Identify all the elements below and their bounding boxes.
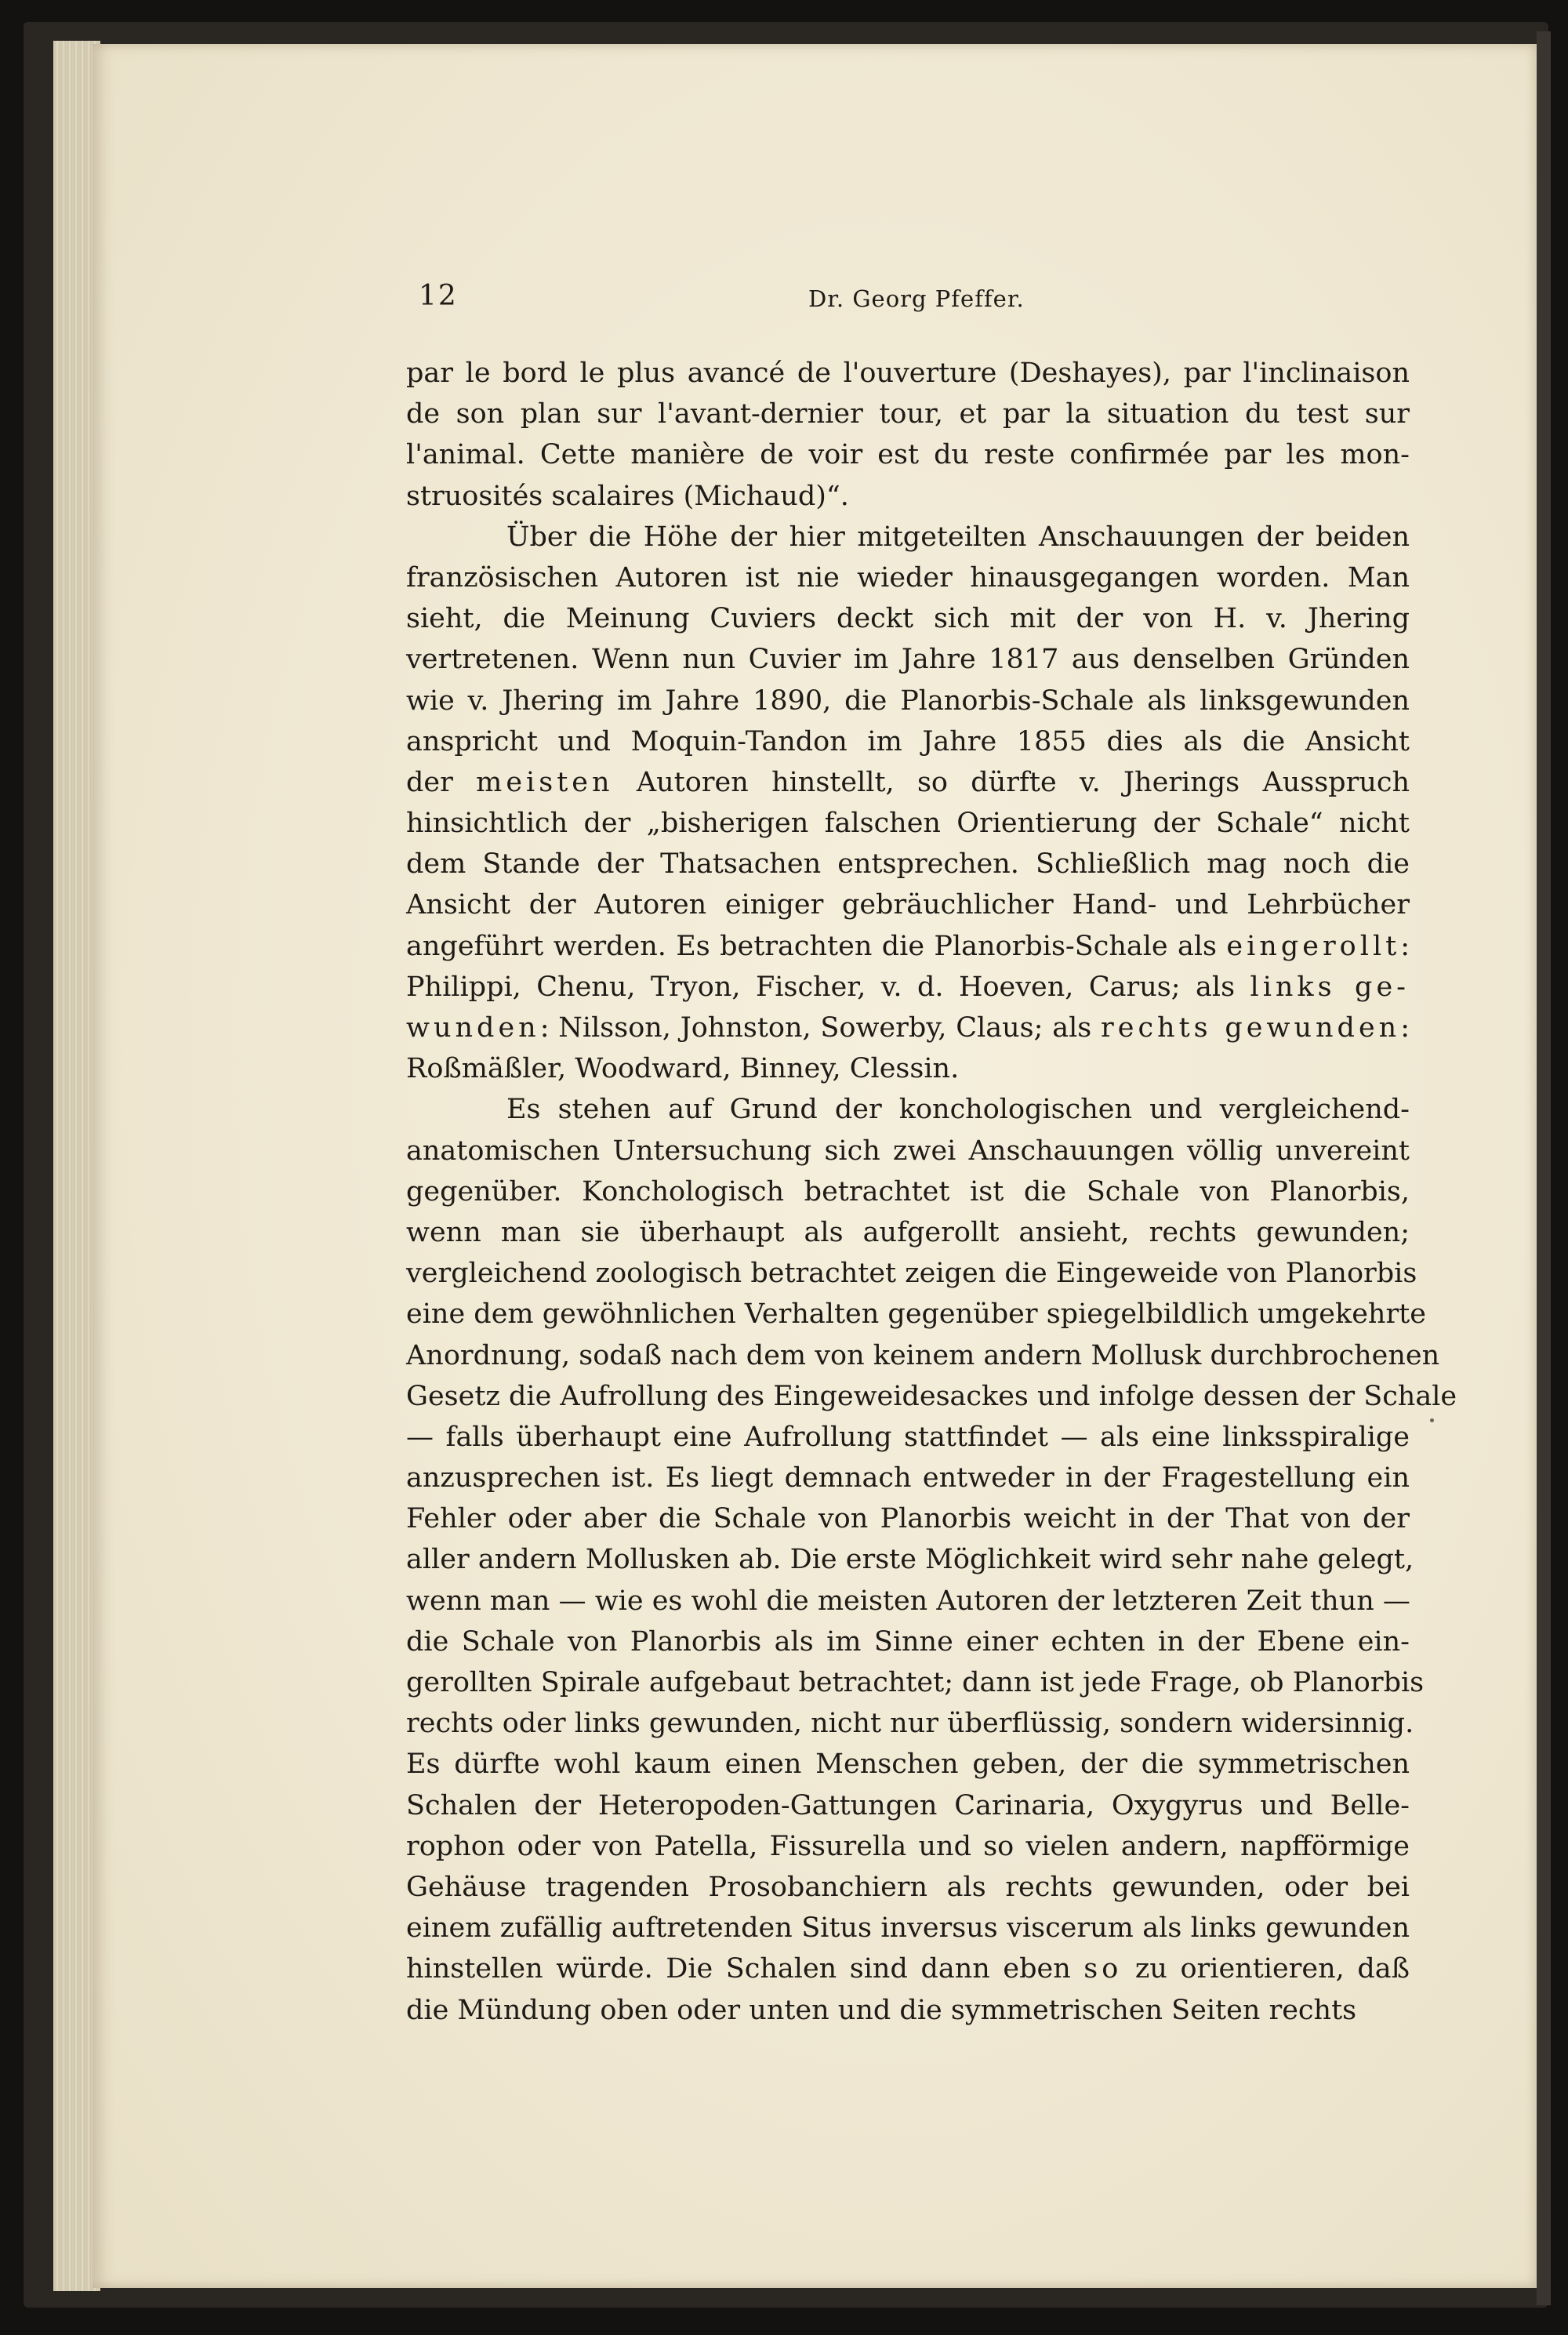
text-line: rechts oder links gewunden, nicht nur überflüssig, sondern widersinnig. <box>406 1708 1414 1740</box>
spaced-emphasis: rechts gewunden <box>1101 1012 1401 1044</box>
text-line: hinstellen würde. Die Schalen sind dann eben so zu orientieren, daß <box>406 1953 1410 1985</box>
text-line: de son plan sur l'avant-dernier tour, et par la situation du test sur <box>406 398 1410 430</box>
text-line: sieht, die Meinung Cuviers deckt sich mit der von H. v. Jhering <box>406 603 1410 635</box>
text-line: dem Stande der Thatsachen entsprechen. Schließlich mag noch die <box>406 848 1410 881</box>
text-line: angeführt werden. Es betrachten die Planorbis-Schale als eingerollt: <box>406 930 1410 962</box>
spaced-emphasis: wunden <box>406 1012 540 1044</box>
text-line: gerollten Spirale aufgebaut betrachtet; dann ist jede Frage, ob Planorbis <box>406 1667 1425 1698</box>
text-line: Fehler oder aber die Schale von Planorbis weicht in der That von der <box>406 1503 1410 1535</box>
body-text <box>406 353 1457 2031</box>
text-line: die Mündung oben oder unten und die symmetrischen Seiten rechts <box>406 1994 1357 2026</box>
text-line: aller andern Mollusken ab. Die erste Möglichkeit wird sehr nahe gelegt, <box>406 1544 1414 1576</box>
text-line: wenn man — wie es wohl die meisten Autoren der letzteren Zeit thun — <box>406 1585 1410 1617</box>
text-line: Es stehen auf Grund der konchologischen und vergleichend- <box>506 1094 1410 1126</box>
text-line: Philippi, Chenu, Tryon, Fischer, v. d. Hoeven, Carus; als links ge- <box>406 971 1410 1003</box>
spaced-emphasis: so <box>1083 1953 1123 1985</box>
text-line: wunden: Nilsson, Johnston, Sowerby, Claus; als rechts gewunden: <box>406 1012 1410 1044</box>
text-line: anzusprechen ist. Es liegt demnach entweder in der Fragestellung ein <box>406 1462 1410 1494</box>
text-line: Ansicht der Autoren einiger gebräuchlicher Hand- und Lehrbücher <box>406 889 1410 921</box>
page-header <box>419 280 1032 327</box>
text-line: par le bord le plus avancé de l'ouverture (Deshayes), par l'inclinaison <box>406 358 1410 389</box>
text-line: Über die Höhe der hier mitgeteilten Anschauungen der beiden <box>506 521 1410 553</box>
text-line: Gesetz die Aufrollung des Eingeweidesackes und infolge dessen der Schale <box>406 1380 1457 1412</box>
text-line: vertretenen. Wenn nun Cuvier im Jahre 1817 aus denselben Gründen <box>406 644 1410 676</box>
text-line: die Schale von Planorbis als im Sinne einer echten in der Ebene ein- <box>406 1625 1410 1658</box>
binding-strip <box>1537 31 1551 2305</box>
running-head: Dr. Georg Pfeffer. <box>808 285 1025 312</box>
spaced-emphasis: meisten <box>476 766 614 798</box>
text-line: struosités scalaires (Michaud)“. <box>406 480 849 512</box>
text-line: gegenüber. Konchologisch betrachtet ist die Schale von Planorbis, <box>406 1175 1410 1207</box>
text-line: wenn man sie überhaupt als aufgerollt ansieht, rechts gewunden; <box>406 1216 1410 1248</box>
text-line: Roßmäßler, Woodward, Binney, Clessin. <box>406 1053 960 1085</box>
text-line: Gehäuse tragenden Prosobanchiern als rechts gewunden, oder bei <box>406 1871 1410 1903</box>
text-line: rophon oder von Patella, Fissurella und so vielen andern, napfförmige <box>406 1830 1410 1862</box>
page-number: 12 <box>419 280 458 312</box>
text-line: Es dürfte wohl kaum einen Menschen geben, der die symmetrischen <box>406 1749 1410 1781</box>
text-line: Anordnung, sodaß nach dem von keinem andern Mollusk durchbrochenen <box>406 1339 1440 1371</box>
margin-speck <box>1430 1418 1434 1422</box>
text-line: l'animal. Cette manière de voir est du reste confirmée par les mon- <box>406 439 1410 471</box>
text-line: anspricht und Moquin-Tandon im Jahre 1855 dies als die Ansicht <box>406 725 1410 757</box>
spaced-emphasis: links ge- <box>1250 971 1410 1003</box>
text-line: vergleichend zoologisch betrachtet zeigen die Eingeweide von Planorbis <box>406 1258 1417 1290</box>
text-line: eine dem gewöhnlichen Verhalten gegenüber spiegelbildlich umgekehrte <box>406 1298 1426 1331</box>
text-line: — falls überhaupt eine Aufrollung stattfindet — als eine linksspiralige <box>406 1421 1410 1453</box>
text-line: anatomischen Untersuchung sich zwei Anschauungen völlig unvereint <box>406 1135 1410 1167</box>
spaced-emphasis: eingerollt <box>1226 930 1401 962</box>
text-line: der meisten Autoren hinstellt, so dürfte v. Jherings Ausspruch <box>406 766 1410 798</box>
text-line: wie v. Jhering im Jahre 1890, die Planorbis-Schale als linksgewunden <box>406 685 1410 717</box>
text-line: einem zufällig auftretenden Situs inversus viscerum als links gewunden <box>406 1912 1410 1945</box>
text-line: hinsichtlich der „bisherigen falschen Orientierung der Schale“ nicht <box>406 808 1410 840</box>
text-line: französischen Autoren ist nie wieder hinausgegangen worden. Man <box>406 561 1410 594</box>
text-line: Schalen der Heteropoden-Gattungen Carinaria, Oxygyrus und Belle- <box>406 1789 1410 1821</box>
